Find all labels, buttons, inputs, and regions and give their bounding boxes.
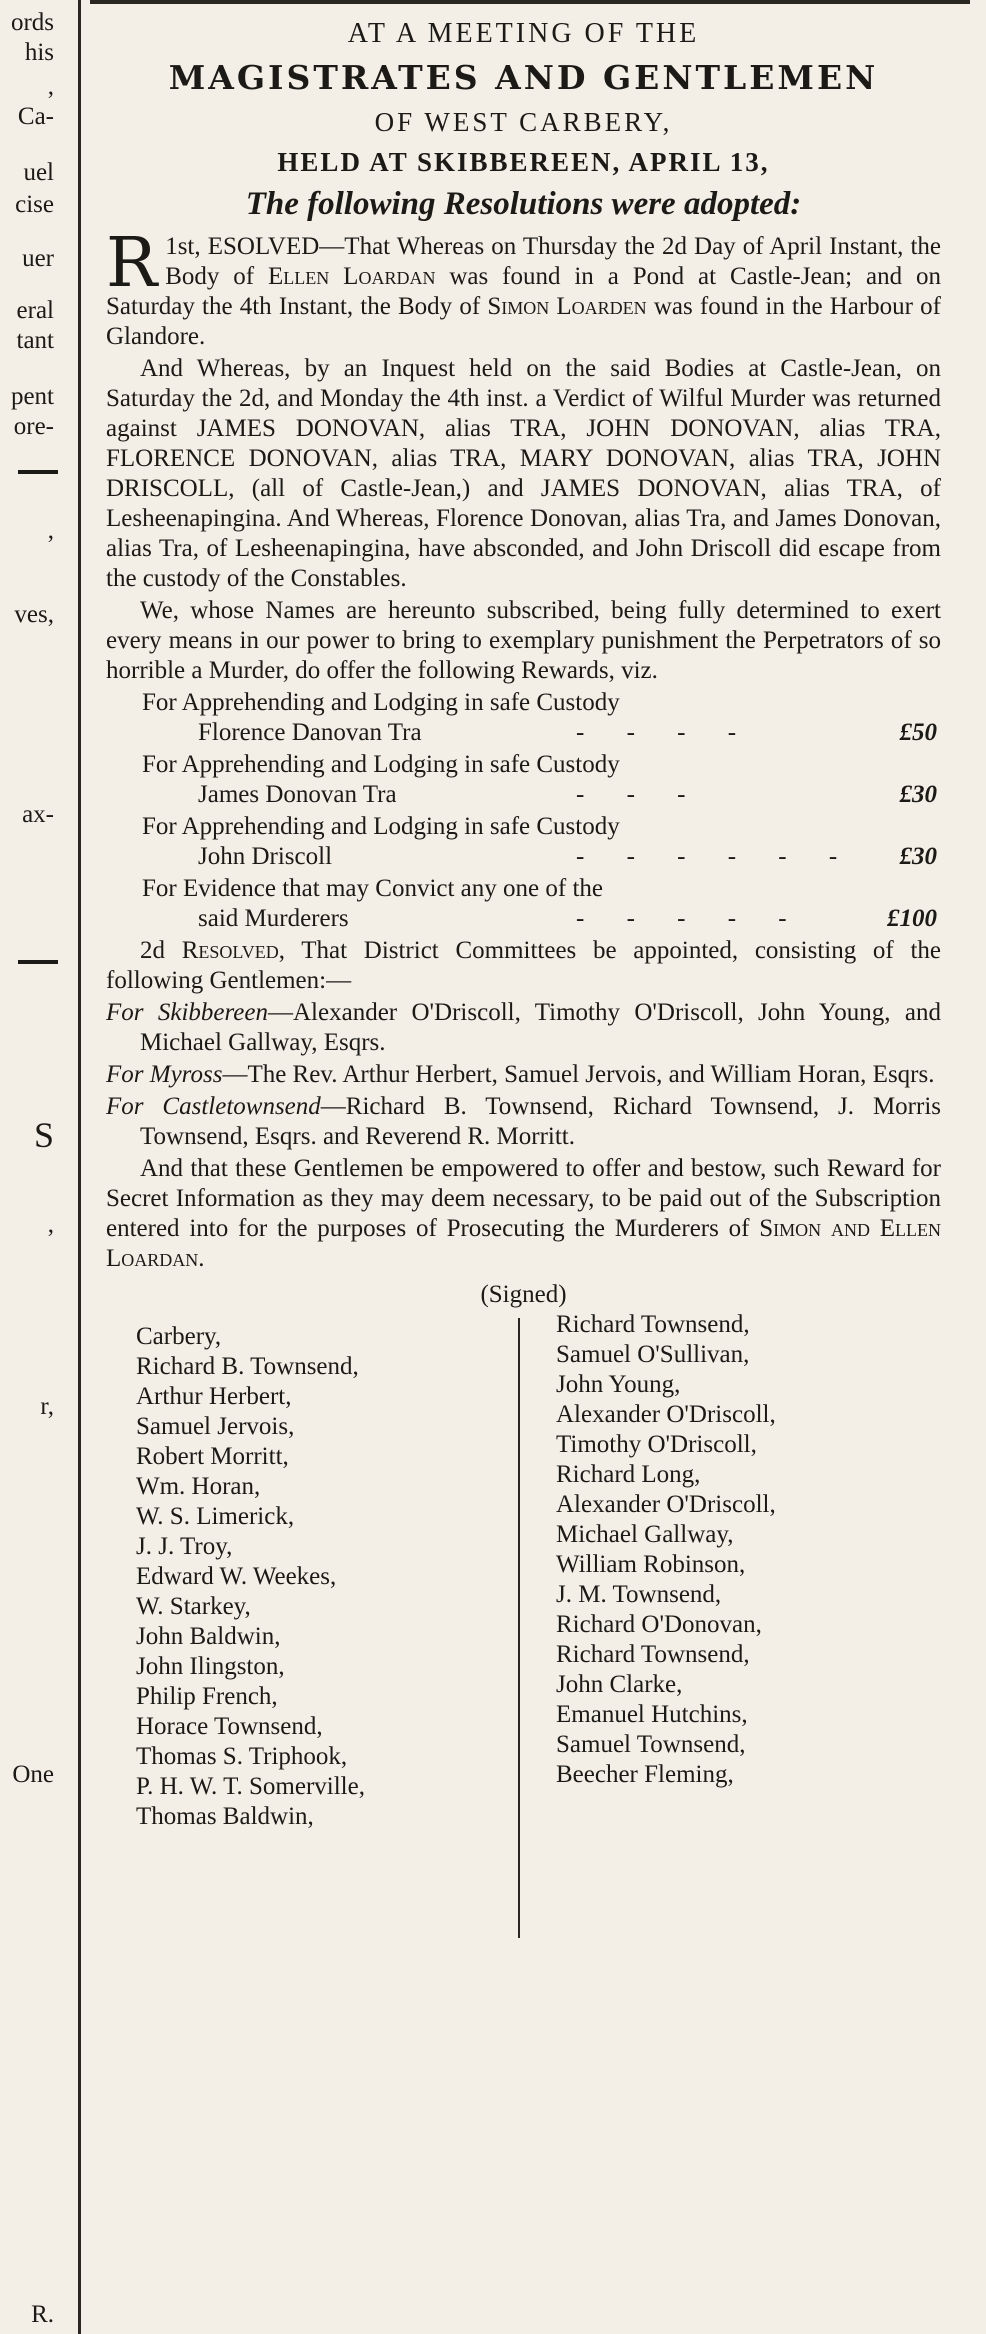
resolution-2-label: Resolved: [181, 937, 279, 964]
paragraph-whereas: And Whereas, by an Inquest held on the said Bodies at Castle-Jean, on Saturday the 2d, and Monday the 4th inst. a Verdict of Wilful Murder was returned against JAMES DONOVAN, alias TRA, JOHN DONOVAN, alias TRA, FLORENCE DONOVAN, alias TRA, MARY DONOVAN, alias TRA, JOHN DRISCOLL, (all of Castle-Jean,) and JAMES DONOVAN, alias TRA, of Lesheenapingina. And Whereas, Florence Donovan, alias Tra, and James Donovan, alias Tra, of Lesheenapingina, have absconded, and John Driscoll did escape from the custody of the Constables.: [106, 355, 941, 592]
reward-amount: £50: [899, 719, 937, 746]
signatory-name: John Baldwin,: [136, 1623, 281, 1650]
adjacent-column-fragment: ,: [47, 73, 54, 100]
signatory-name: Richard B. Townsend,: [136, 1353, 359, 1380]
reward-line: [106, 904, 941, 934]
committee-myross: [106, 1060, 941, 1090]
adjacent-column-fragment: pent: [10, 383, 54, 410]
reward-amount: £30: [899, 843, 937, 870]
signatory-name: Richard Long,: [556, 1461, 701, 1488]
adjacent-column-fragment: eral: [16, 297, 54, 324]
signatory-name: Carbery,: [136, 1323, 222, 1350]
adjacent-column-fragment: ore-: [13, 413, 54, 440]
signatory-name: Richard Townsend,: [556, 1641, 750, 1668]
paragraph-rewards-intro: We, whose Names are hereunto subscribed, being fully determined to exert every means in our power to bring to exemplary punishment the Perpetrators of so horrible a Murder, do offer the following Rewards, viz.: [106, 597, 941, 684]
adjacent-column-fragment: ,: [47, 1211, 54, 1238]
reward-dots: - - - - -: [576, 905, 805, 932]
header-line-4: HELD AT SKIBBEREEN, APRIL 13,: [277, 147, 770, 177]
adjacent-column-fragment: ves,: [14, 601, 54, 628]
reward-dots: - - -: [576, 781, 704, 808]
signatories-left-column: [136, 1322, 365, 1832]
signatory-name: Wm. Horan,: [136, 1473, 261, 1500]
signatory-name: Samuel Jervois,: [136, 1413, 295, 1440]
signatory-name: Edward W. Weekes,: [136, 1563, 337, 1590]
signatory-name: Richard O'Donovan,: [556, 1611, 762, 1638]
resolution-1: [106, 224, 942, 352]
signatory-name: Beecher Fleming,: [556, 1761, 734, 1788]
signatory-name: Richard Townsend,: [556, 1311, 750, 1338]
top-rule: [90, 0, 970, 4]
signatories-right-column: [556, 1310, 776, 1790]
signatory-name: W. S. Limerick,: [136, 1503, 295, 1530]
reward-subject: John Driscoll: [198, 843, 333, 870]
paragraph-empower: [106, 1154, 941, 1274]
adjacent-column-fragment: uel: [23, 159, 54, 186]
header-line-1: AT A MEETING OF THE: [347, 18, 700, 49]
adjacent-column-fragment: uer: [22, 245, 54, 272]
reward-line: [106, 718, 941, 748]
reward-heading: For Apprehending and Lodging in safe Custody: [142, 751, 620, 778]
resolution-2-text: , That District Committees be appointed, consisting of the following Gentlemen:—: [106, 937, 942, 994]
signatory-name: Alexander O'Driscoll,: [556, 1491, 776, 1518]
adjacent-column-rule: [18, 960, 58, 964]
signatory-name: Horace Townsend,: [136, 1713, 323, 1740]
resolution-1-text-b: was found in a Pond at Castle-Jean; and on Saturday the 4th Instant, the Body of: [106, 263, 942, 320]
reward-amount: £30: [899, 781, 937, 808]
adjacent-column-fragment: ax-: [22, 801, 54, 828]
adjacent-column-fragment: ,: [47, 517, 54, 544]
header-line-2: MAGISTRATES AND GENTLEMEN: [168, 58, 879, 97]
committee-castletownsend: [106, 1092, 941, 1152]
signatory-name: John Clarke,: [556, 1671, 683, 1698]
reward-line: [106, 780, 941, 810]
reward-heading: For Apprehending and Lodging in safe Custody: [142, 689, 620, 716]
committee-place: For Castletownsend: [106, 1093, 321, 1120]
name-ellen-loardan: Ellen Loardan: [268, 263, 436, 290]
adjacent-column-fragment: tant: [16, 327, 54, 354]
drop-cap: R: [106, 224, 158, 303]
adjacent-column-fragment: r,: [40, 1393, 54, 1420]
paragraph-empower-names: Simon and Ellen Loardan.: [106, 1215, 941, 1272]
committee-place: For Myross: [106, 1061, 223, 1088]
column-rule: [78, 0, 81, 2334]
signatory-name: W. Starkey,: [136, 1593, 251, 1620]
signatory-name: John Young,: [556, 1371, 681, 1398]
header-line-5: The following Resolutions were adopted:: [245, 186, 802, 222]
resolution-1-text-c: was found in the Harbour of Glandore.: [106, 293, 941, 350]
reward-dots: - - - - - -: [576, 843, 856, 870]
committee-members: —Alexander O'Driscoll, Timothy O'Driscoll, John Young, and Michael Gallway, Esqrs.: [140, 999, 941, 1056]
rewards-list: [106, 688, 941, 934]
committee-members: —Richard B. Townsend, Richard Townsend, J. Morris Townsend, Esqrs. and Reverend R. Morritt.: [140, 1093, 942, 1150]
reward-line: [106, 842, 941, 872]
signatory-name: Michael Gallway,: [556, 1521, 734, 1548]
notice-article: [106, 14, 941, 1922]
reward-heading: For Apprehending and Lodging in safe Custody: [142, 813, 620, 840]
reward-subject: Florence Danovan Tra: [198, 719, 422, 746]
reward-amount: £100: [887, 905, 937, 932]
signatory-name: Philip French,: [136, 1683, 278, 1710]
signatory-name: Samuel Townsend,: [556, 1731, 746, 1758]
signatory-name: J. M. Townsend,: [556, 1581, 722, 1608]
committee-skibbereen: [106, 998, 941, 1058]
signatory-name: Samuel O'Sullivan,: [556, 1341, 750, 1368]
signatories-divider: [518, 1318, 520, 1938]
resolution-1-text-a: ESOLVED—That Whereas on Thursday the 2d Day of April Instant, the Body of: [165, 233, 941, 290]
adjacent-column-fragment: S: [33, 1115, 54, 1155]
signatory-name: Timothy O'Driscoll,: [556, 1431, 757, 1458]
adjacent-column-fragment: Ca-: [17, 103, 54, 130]
adjacent-column-fragment: his: [24, 39, 54, 66]
adjacent-column-fragment: R.: [31, 2301, 54, 2328]
resolution-2-ordinal: 2d: [140, 937, 165, 964]
signatories: [106, 1311, 941, 1922]
adjacent-column-fragment: cise: [15, 191, 54, 218]
adjacent-column-fragment: ords: [10, 9, 54, 36]
adjacent-column-rule: [18, 470, 58, 474]
committee-members: —The Rev. Arthur Herbert, Samuel Jervois, and William Horan, Esqrs.: [222, 1061, 935, 1088]
signatory-name: Thomas Baldwin,: [136, 1803, 314, 1830]
resolution-1-ordinal: 1st,: [165, 233, 201, 260]
signed-label: (Signed): [480, 1281, 567, 1308]
adjacent-column-fragments: [0, 0, 62, 2334]
signatory-name: Robert Morritt,: [136, 1443, 289, 1470]
header-line-3: OF WEST CARBERY,: [374, 107, 673, 137]
reward-subject: James Donovan Tra: [198, 781, 397, 808]
signatory-name: Alexander O'Driscoll,: [556, 1401, 776, 1428]
paragraph-empower-text: And that these Gentlemen be empowered to offer and bestow, such Reward for Secret Information as they may deem necessary, to be paid out of the Subscription entered into for the purposes of Prosecuting the Murderers of: [106, 1155, 941, 1242]
signatory-name: P. H. W. T. Somerville,: [136, 1773, 365, 1800]
signatory-name: William Robinson,: [556, 1551, 746, 1578]
reward-subject: said Murderers: [198, 905, 349, 932]
signatory-name: John Ilingston,: [136, 1653, 285, 1680]
reward-dots: - - - -: [576, 719, 755, 746]
signatory-name: J. J. Troy,: [136, 1533, 233, 1560]
signatory-name: Thomas S. Triphook,: [136, 1743, 348, 1770]
resolution-2: [106, 936, 941, 996]
signatory-name: Emanuel Hutchins,: [556, 1701, 748, 1728]
adjacent-column-fragment: One: [12, 1761, 54, 1788]
reward-heading: For Evidence that may Convict any one of the: [142, 875, 603, 902]
name-simon-loarden: Simon Loarden: [487, 293, 647, 320]
signatory-name: Arthur Herbert,: [136, 1383, 292, 1410]
committee-place: For Skibbereen: [106, 999, 268, 1026]
